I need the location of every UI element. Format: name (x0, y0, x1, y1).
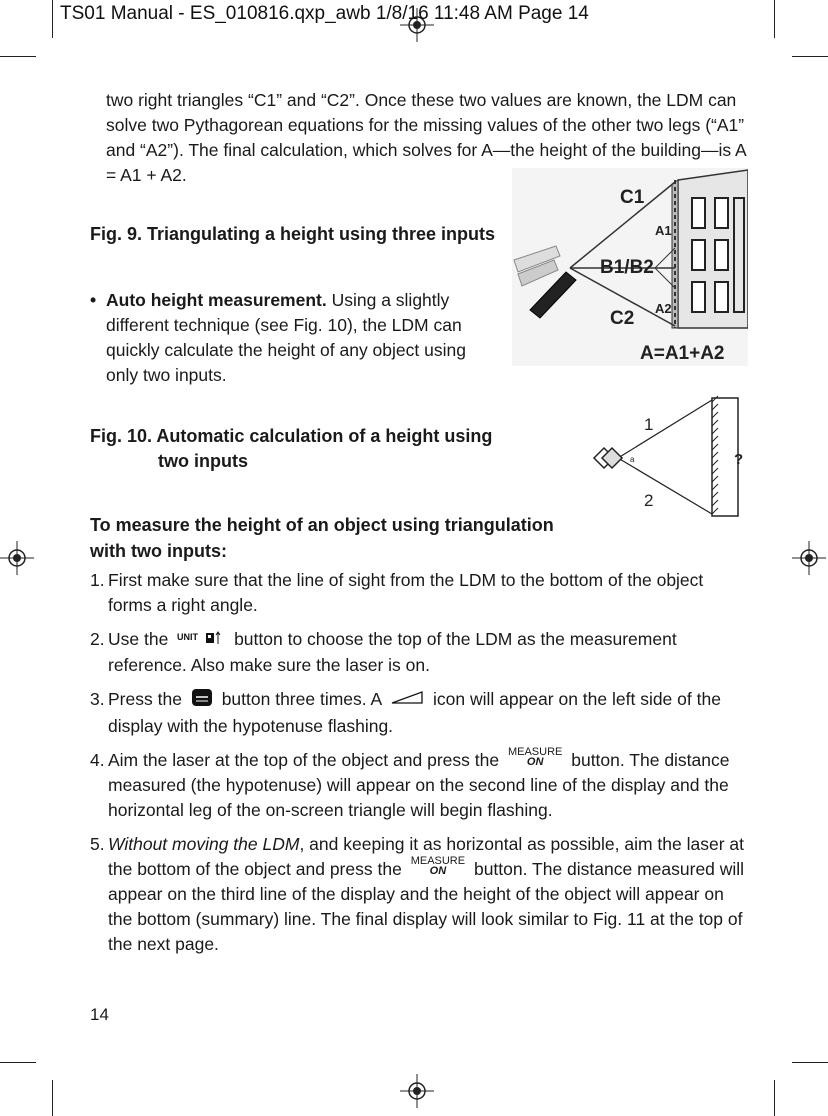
measure-button-icon (411, 856, 465, 876)
fig10-label-question: ? (734, 451, 744, 468)
building-icon (672, 170, 748, 328)
fig9-label-formula: A=A1+A2 (640, 343, 725, 364)
on-label: ON (429, 865, 447, 878)
step-text: button to choose the top of the LDM as the measurement reference. Also make sure the laser is on. (108, 629, 677, 675)
step-text: Press the (108, 689, 182, 709)
fig10-label-1: 1 (644, 415, 654, 434)
fig9-label-a1: A1 (655, 223, 672, 238)
crop-mark (0, 56, 36, 57)
fig9-caption: Fig. 9. Triangulating a height using three inputs (90, 224, 496, 244)
fig10-label-a: a (630, 455, 635, 464)
measure-button-icon (508, 747, 562, 767)
fig9-label-a2: A2 (655, 301, 672, 316)
step-emphasis: Without moving the LDM (108, 833, 300, 854)
step-text: icon will appear on the left side of the display with the hypotenuse flashing. (108, 689, 721, 736)
step-text: button. The distance measured (the hypotenuse) will appear on the second line of the display and the horizontal leg of the on-screen triangle will begin flashing. (108, 749, 730, 820)
step-2 (90, 627, 750, 678)
registration-mark-icon (0, 541, 34, 575)
intro-paragraph: two right triangles “C1” and “C2”. Once these two values are known, the LDM can solve two Pythagorean equations for the missing values of the other two legs (“A1” and “A2”). The final calculation, which solves for A—the height of the building—is A = A1 + A2. (106, 90, 746, 185)
registration-mark-icon (400, 1074, 434, 1108)
triangle-icon (390, 688, 424, 713)
fig10-illustration (588, 392, 758, 522)
step-number: 2. (90, 629, 105, 649)
step-4 (90, 748, 750, 823)
step-number: 3. (90, 688, 105, 709)
fig10-caption-line1: Fig. 10. Automatic calculation of a height using (90, 426, 493, 446)
steps-list (90, 568, 750, 966)
crop-mark (0, 1062, 36, 1063)
step-3 (90, 687, 750, 739)
step-text: First make sure that the line of sight from the LDM to the bottom of the object forms a right angle. (108, 570, 704, 615)
auto-height-text: Using a slightly different technique (see Fig. 10), the LDM can quickly calculate the height of any object using only two inputs. (106, 290, 466, 385)
ldm-device-icon (594, 448, 622, 468)
fig9-label-b: B1/B2 (600, 257, 654, 278)
fig10-label-2: 2 (644, 491, 654, 510)
registration-mark-icon (792, 541, 826, 575)
step-text: button three times. A (221, 689, 382, 709)
step-number: 5. (90, 833, 105, 854)
triangulation-heading (90, 512, 610, 564)
fig9-illustration (512, 168, 748, 366)
fig10-caption (90, 424, 492, 474)
mode-button-icon (191, 687, 213, 714)
heading-line1: To measure the height of an object using triangulation (90, 515, 554, 535)
bullet-dot: • (90, 290, 97, 310)
fig9-label-c2: C2 (610, 308, 635, 329)
crop-mark (792, 56, 828, 57)
unit-label: UNIT (177, 631, 199, 642)
crop-mark (52, 0, 53, 38)
auto-height-title: Auto height measurement. (106, 290, 327, 310)
step-1 (90, 568, 750, 618)
auto-height-bullet (90, 288, 500, 388)
crop-mark (774, 1080, 775, 1116)
step-number: 4. (90, 749, 105, 770)
unit-button-icon (177, 628, 225, 653)
step-text: Use the (108, 629, 169, 649)
crop-mark (52, 1080, 53, 1116)
step-5 (90, 832, 750, 957)
heading-line2: with two inputs: (90, 541, 227, 561)
crop-mark (774, 0, 775, 38)
measure-label: MEASURE (507, 746, 563, 759)
fig10-caption-line2: two inputs (158, 451, 248, 471)
step-number: 1. (90, 570, 105, 590)
measure-label: MEASURE (410, 855, 466, 868)
print-slug: TS01 Manual - ES_010816.qxp_awb 1/8/16 11:48 AM Page 14 (60, 3, 589, 24)
crop-mark (792, 1062, 828, 1063)
fig9-label-c1: C1 (620, 187, 645, 208)
on-label: ON (526, 756, 544, 769)
step-text: , and keeping it as horizontal as possible, aim the laser at the bottom of the object and press the (108, 833, 745, 879)
step-text: button. The distance measured will appear on the third line of the display and the height of the object will appear on the bottom (summary) line. The final display will look similar to Fig. 11 at the top of the next page. (108, 858, 745, 954)
step-text: Aim the laser at the top of the object and press the (108, 749, 500, 770)
page-number: 14 (90, 1005, 109, 1024)
